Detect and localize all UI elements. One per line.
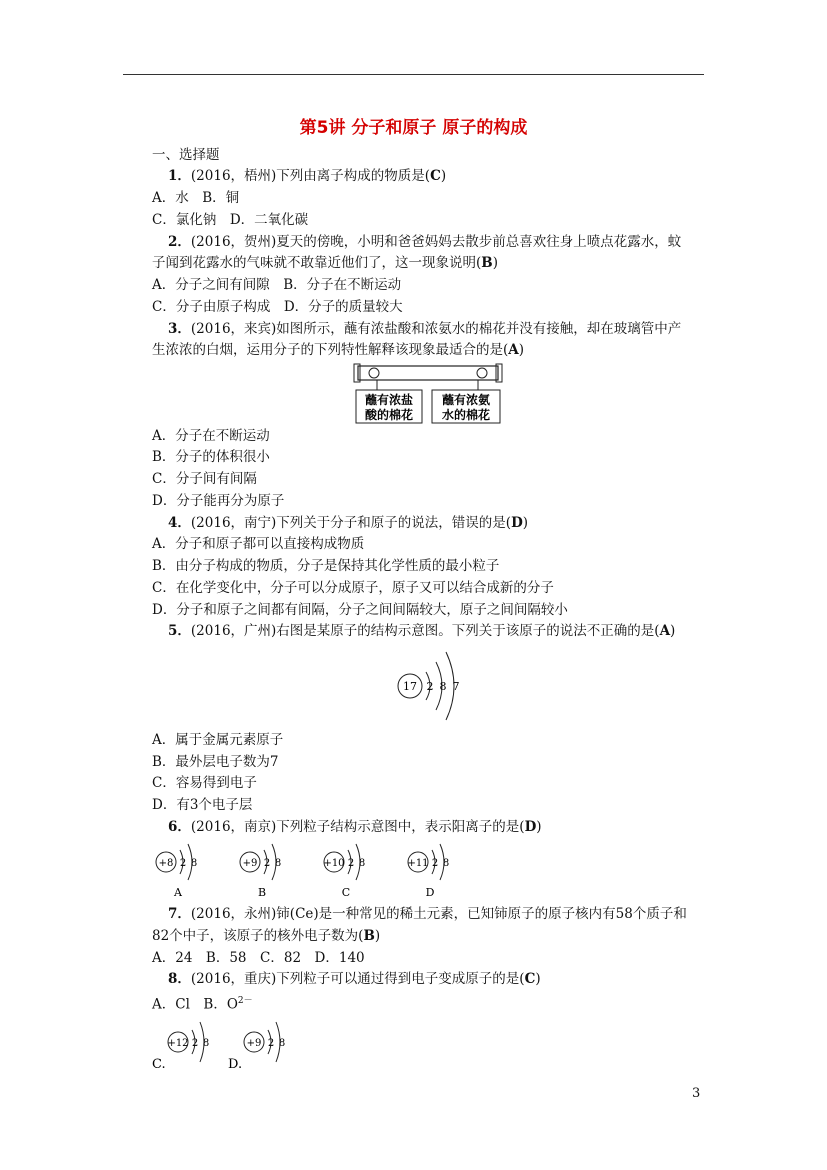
question-3-option-b: B．分子的体积很小: [152, 449, 270, 465]
diagram-label: C: [341, 886, 351, 899]
ion-structure-diagrams: [150, 842, 470, 900]
answer: B: [481, 255, 493, 271]
nucleus-label: +9: [242, 858, 258, 869]
ion-charge: 2－: [237, 996, 253, 1006]
question-text: (2016，梧州)下列由离子构成的物质是(: [190, 168, 431, 184]
shell-count-1: 2: [267, 1038, 275, 1049]
question-number: 4．: [168, 515, 191, 531]
answer: C: [430, 168, 441, 184]
diagram-label-d: D.: [228, 1057, 243, 1072]
paren-close: ): [522, 515, 529, 531]
label-left-line1: 蘸有浓盐: [364, 393, 414, 407]
paren-close: ): [492, 255, 498, 271]
question-5-option-c: C．容易得到电子: [152, 775, 257, 791]
nucleus-label: +9: [246, 1038, 262, 1049]
question-2-stem-cont: [152, 254, 498, 272]
question-number: 7．: [168, 906, 191, 922]
question-number: 5．: [168, 623, 191, 639]
answer: D: [524, 819, 537, 835]
diagram-label: A: [174, 886, 182, 899]
shell-count-1: 2: [263, 858, 271, 869]
question-1-options-2: C．氯化钠 D．二氧化碳: [152, 212, 309, 228]
ion-diagram-b: [240, 844, 281, 899]
tube-cap-right: [496, 364, 502, 382]
paren-close: ): [670, 623, 676, 639]
shell-count-2: 8: [278, 1038, 286, 1049]
shell-count-1: 2: [347, 858, 355, 869]
answer: A: [659, 623, 671, 639]
glass-tube-diagram: [352, 362, 504, 426]
question-7-stem-cont: [152, 927, 380, 945]
question-number: 8．: [168, 971, 191, 987]
nucleus-label: +8: [158, 858, 174, 869]
question-4-option-b: B．由分子构成的物质，分子是保持其化学性质的最小粒子: [152, 558, 500, 574]
paren-close: ): [536, 819, 542, 835]
shell-count-1: 2: [431, 858, 439, 869]
question-text: (2016，来宾)如图所示，蘸有浓盐酸和浓氨水的棉花并没有接触，却在玻璃管中产: [190, 321, 682, 337]
header-rule: [123, 74, 704, 75]
shell-count-3: 7: [452, 680, 460, 693]
question-number: 1．: [168, 168, 191, 184]
shell-count-2: 8: [358, 858, 366, 869]
question-3-option-a: A．分子在不断运动: [152, 428, 270, 444]
particle-structure-diagrams: [150, 1018, 310, 1072]
question-number: 2．: [168, 234, 191, 250]
question-5-option-d: D．有3个电子层: [152, 797, 253, 813]
question-3-stem-cont: [152, 341, 524, 359]
question-8-options-ab: [152, 992, 253, 1014]
question-8-stem: [168, 970, 541, 988]
particle-diagram-c: [167, 1022, 209, 1062]
answer: A: [508, 342, 519, 358]
question-1-stem: [168, 167, 446, 185]
label-left-line2: 酸的棉花: [364, 408, 414, 422]
question-4-option-c: C．在化学变化中，分子可以分成原子，原子又可以结合成新的分子: [152, 580, 554, 596]
question-2-stem: [168, 233, 681, 251]
diagram-label-c: C.: [152, 1057, 166, 1072]
paren-close: ): [518, 342, 525, 358]
shell-count-1: 2: [426, 680, 434, 693]
answer: C: [524, 971, 536, 987]
question-text: (2016，广州)右图是某原子的结构示意图。下列关于该原子的说法不正确的是(: [190, 623, 660, 639]
section-heading: 一、选择题: [152, 147, 220, 163]
shell-count-2: 8: [274, 858, 282, 869]
particle-diagram-d: [244, 1022, 285, 1062]
question-1-options-1: A．水 B．铜: [152, 190, 240, 206]
diagram-label: D: [425, 886, 435, 899]
option-text: A．Cl B．O: [152, 996, 238, 1013]
question-text: 生浓浓的白烟，运用分子的下列特性解释该现象最适合的是(: [152, 342, 509, 358]
page-number: 3: [692, 1086, 701, 1101]
question-4-option-a: A．分子和原子都可以直接构成物质: [152, 536, 365, 552]
question-2-options-1: A．分子之间有间隙 B．分子在不断运动: [152, 277, 402, 293]
question-text: 82个中子，该原子的核外电子数为(: [152, 928, 364, 944]
cotton-right: [477, 368, 487, 378]
diagram-label: B: [257, 886, 267, 899]
paren-close: ): [374, 928, 381, 944]
nucleus-label: +10: [323, 858, 345, 869]
question-number: 6．: [168, 819, 191, 835]
answer: D: [511, 515, 523, 531]
shell-count-2: 8: [439, 680, 447, 693]
question-3-option-d: D．分子能再分为原子: [152, 493, 285, 509]
shell-count-2: 8: [190, 858, 198, 869]
cotton-left: [369, 368, 379, 378]
paren-close: ): [440, 168, 447, 184]
nucleus-label: +11: [407, 858, 429, 869]
question-text: (2016，南宁)下列关于分子和原子的说法，错误的是(: [190, 515, 512, 531]
ion-diagram-d: [407, 844, 449, 899]
tube-cap-left: [354, 364, 360, 382]
question-4-option-d: D．分子和原子之间都有间隔，分子之间间隔较大，原子之间间隔较小: [152, 602, 568, 618]
label-right-line2: 水的棉花: [441, 408, 491, 422]
atom-structure-diagram: [394, 648, 466, 724]
question-5-stem: [168, 622, 675, 640]
shell-count-2: 8: [202, 1038, 210, 1049]
question-text: (2016，永州)铈(Ce)是一种常见的稀土元素，已知铈原子的原子核内有58个质子和: [190, 906, 687, 922]
shell-count-2: 8: [442, 858, 450, 869]
question-text: (2016，贺州)夏天的傍晚，小明和爸爸妈妈去散步前总喜欢往身上喷点花露水，蚊: [190, 234, 682, 250]
page-title: 第5讲 分子和原子 原子的构成: [299, 118, 528, 138]
question-7-options: A．24 B．58 C．82 D．140: [152, 950, 365, 966]
question-7-stem: [168, 905, 687, 923]
ion-diagram-c: [323, 844, 365, 899]
question-5-option-a: A．属于金属元素原子: [152, 732, 284, 748]
question-text: 子闻到花露水的气味就不敢靠近他们了，这一现象说明(: [152, 255, 482, 271]
nucleus-label: 17: [403, 680, 417, 693]
question-text: (2016，重庆)下列粒子可以通过得到电子变成原子的是(: [190, 971, 525, 987]
nucleus-label: +12: [167, 1038, 189, 1049]
shell-count-1: 2: [191, 1038, 199, 1049]
question-2-options-2: C．分子由原子构成 D．分子的质量较大: [152, 299, 403, 315]
question-3-stem: [168, 320, 681, 338]
answer: B: [363, 928, 375, 944]
question-5-option-b: B．最外层电子数为7: [152, 754, 279, 770]
paren-close: ): [535, 971, 541, 987]
ion-diagram-a: [156, 844, 197, 899]
question-text: (2016，南京)下列粒子结构示意图中，表示阳离子的是(: [190, 819, 525, 835]
question-4-stem: [168, 514, 528, 532]
shell-count-1: 2: [179, 858, 187, 869]
question-number: 3．: [168, 321, 191, 337]
question-3-option-c: C．分子间有间隔: [152, 471, 257, 487]
label-right-line1: 蘸有浓氨: [441, 393, 491, 407]
question-6-stem: [168, 818, 542, 836]
